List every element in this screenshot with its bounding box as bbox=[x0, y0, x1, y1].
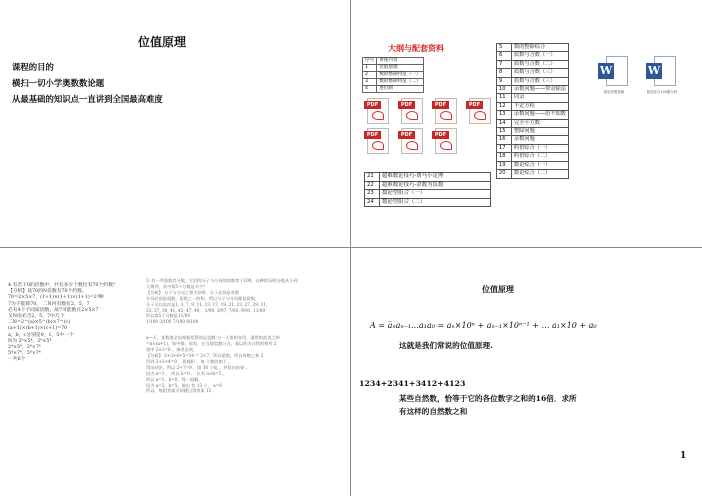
table-row: 7 质数与合数（二） bbox=[497, 60, 569, 68]
table-row: 5 数的整除综合 bbox=[497, 44, 569, 52]
table-row: 10 余数问题——带余除法 bbox=[497, 86, 569, 94]
printed-solution: 3. 有一些质数其分数，它们的分子与分母的和都等于100，这种的证明分数从小到 大排列，其中第5个分数是多少？ 【分析】 分子与分母之和为100，分子必须是奇数 分母必须是质数，质数之一的和，所以分子与分母都是质数， 分子可以依次是1, 3, 7, 9, 11, 13, 17, 19, 21, 23, 27, 29, 31, 33, 37, 39, 41, 43, 47, 49。 1/99, 3/97, 7/93, 9/91, 11/89 所以第5个分数是11/89 1/100 3/100 7/100 9/100 a—天，某数值全电视新奖得的总总额-与一人家的各用，通常的此表之和 =n×(n+1)，如中排，再发，在当地奖额公式，看以的为式给的和有 2 第中 2×3=6 ，乘者必须， 【分析】 2+3+4+5=14 = 2×7，所以第数，所以每数之和 2 得到 2+3+4=9 ，质数积 ，每 个数的如下 。 得出结论，所以 2+7=9 ，组 36 个组 ，并找出结果 。 因为 a=1 ， 所以 b=0 ， 以有 a×b=5 。 所以 a=1，b=0，得一组解， 因为 a=2，b=5，推出 有 13 个， a=6 所以，每组答案可知题目得答案 13 。 bbox=[146, 278, 298, 394]
slide-title: 位值原理 bbox=[482, 284, 514, 294]
table-row: 17 约倍综合（一） bbox=[497, 144, 569, 152]
formula-note: 这就是我们常说的位值原理. bbox=[399, 341, 493, 350]
pdf-file-icon[interactable]: PDF bbox=[364, 98, 392, 124]
table-row: 19 数论综合（一） bbox=[497, 161, 569, 169]
problem-line-2: 有这样的自然数之和 bbox=[399, 407, 468, 416]
table-row: 13 余数问题——给不知数 bbox=[497, 111, 569, 119]
intro-line-1: 课程的目的 bbox=[12, 62, 54, 72]
table-row: 23 数论型组合（一） bbox=[365, 190, 491, 199]
table-row: 15 整除问题 bbox=[497, 128, 569, 136]
pdf-file-icon[interactable]: PDF bbox=[398, 128, 426, 154]
table-row: 6 质数与合数（一） bbox=[497, 52, 569, 60]
place-value-formula: A = a̅ₙaₙ₋₁…a₁a₀ = aₙ×10ⁿ + aₙ₋₁×10ⁿ⁻¹ + … a₁×10 + a₀ bbox=[370, 321, 597, 330]
intro-line-3: 从最基础的知识点一直讲到全国最高难度 bbox=[12, 94, 163, 104]
table-row: 24 数论型组合（二） bbox=[365, 198, 491, 207]
word-document-icon[interactable]: W 数论问题讲解 bbox=[598, 56, 628, 90]
advanced-topic-table bbox=[364, 172, 491, 207]
handwritten-solution: 4.有若干0的倍数中，共有多少个数位有70个约数？ 【分析】设70的N倍数有70个约数。 70=2×5×7，(1+1)×(1+1)×(1+1)=2³种 7为不能除70， 二N内有数有2，5，7 必有4个不同质因数，故7可能数在2×5×7 又N由必含2，5，7中几个 二N=2^(a)×5^(b)×7^(c) (a+1)×(b+1)×(c+1)=70 a，b，c分别是0，1，5中一个 N为 2⁶×5⁴，2⁶×5⁴ 2⁴×5⁶，2⁶×7⁴ 5⁴×7⁶，5⁶×7⁴ 一共6个 bbox=[8, 283, 118, 363]
example-equation: 1234+2341+3412+4123 bbox=[359, 379, 466, 388]
horizontal-divider bbox=[0, 247, 702, 248]
table-row: 1 位值原理 bbox=[363, 65, 424, 72]
table-row: 4 进位制 bbox=[363, 86, 424, 93]
pdf-file-icon[interactable]: PDF bbox=[466, 98, 494, 124]
table-row: 22 超难数论技巧-余数为负数 bbox=[365, 181, 491, 190]
pdf-file-icon[interactable]: PDF bbox=[398, 98, 426, 124]
table-row: 16 余数问题 bbox=[497, 136, 569, 144]
pdf-file-icon[interactable]: PDF bbox=[432, 128, 460, 154]
pdf-file-icon[interactable]: PDF bbox=[364, 128, 392, 154]
topic-list-table bbox=[496, 43, 569, 179]
vertical-divider bbox=[350, 0, 351, 496]
table-row: 11 同余 bbox=[497, 94, 569, 102]
table-row: 20 数论综合（二） bbox=[497, 170, 569, 178]
table-row: 12 不定方程 bbox=[497, 102, 569, 110]
outline-banner: 大纲与配套资料 bbox=[388, 43, 444, 53]
table-row: 2 数的整除特征（一） bbox=[363, 72, 424, 79]
word-document-icon[interactable]: W 数论综合100题分析 bbox=[646, 56, 676, 90]
pdf-file-icon[interactable]: PDF bbox=[432, 98, 460, 124]
table-row: 8 质数与合数（三） bbox=[497, 69, 569, 77]
page-number: 1 bbox=[680, 451, 687, 461]
table-row: 21 超难数论技巧-费马小定理 bbox=[365, 173, 491, 182]
table-row: 9 质数与合数（三） bbox=[497, 77, 569, 85]
problem-line-1: 某些自然数，恰等于它的各位数字之和的16倍．求所 bbox=[399, 394, 577, 403]
table-row: 序号 讲座内容 bbox=[363, 58, 424, 65]
table-row: 3 数的整除特征（二） bbox=[363, 79, 424, 86]
table-row: 14 完全平方数 bbox=[497, 119, 569, 127]
slide-title: 位值原理 bbox=[138, 35, 187, 49]
intro-line-2: 横扫一切小学奥数数论题 bbox=[12, 78, 105, 88]
lecture-table bbox=[362, 57, 424, 93]
table-row: 18 约倍综合（二） bbox=[497, 153, 569, 161]
